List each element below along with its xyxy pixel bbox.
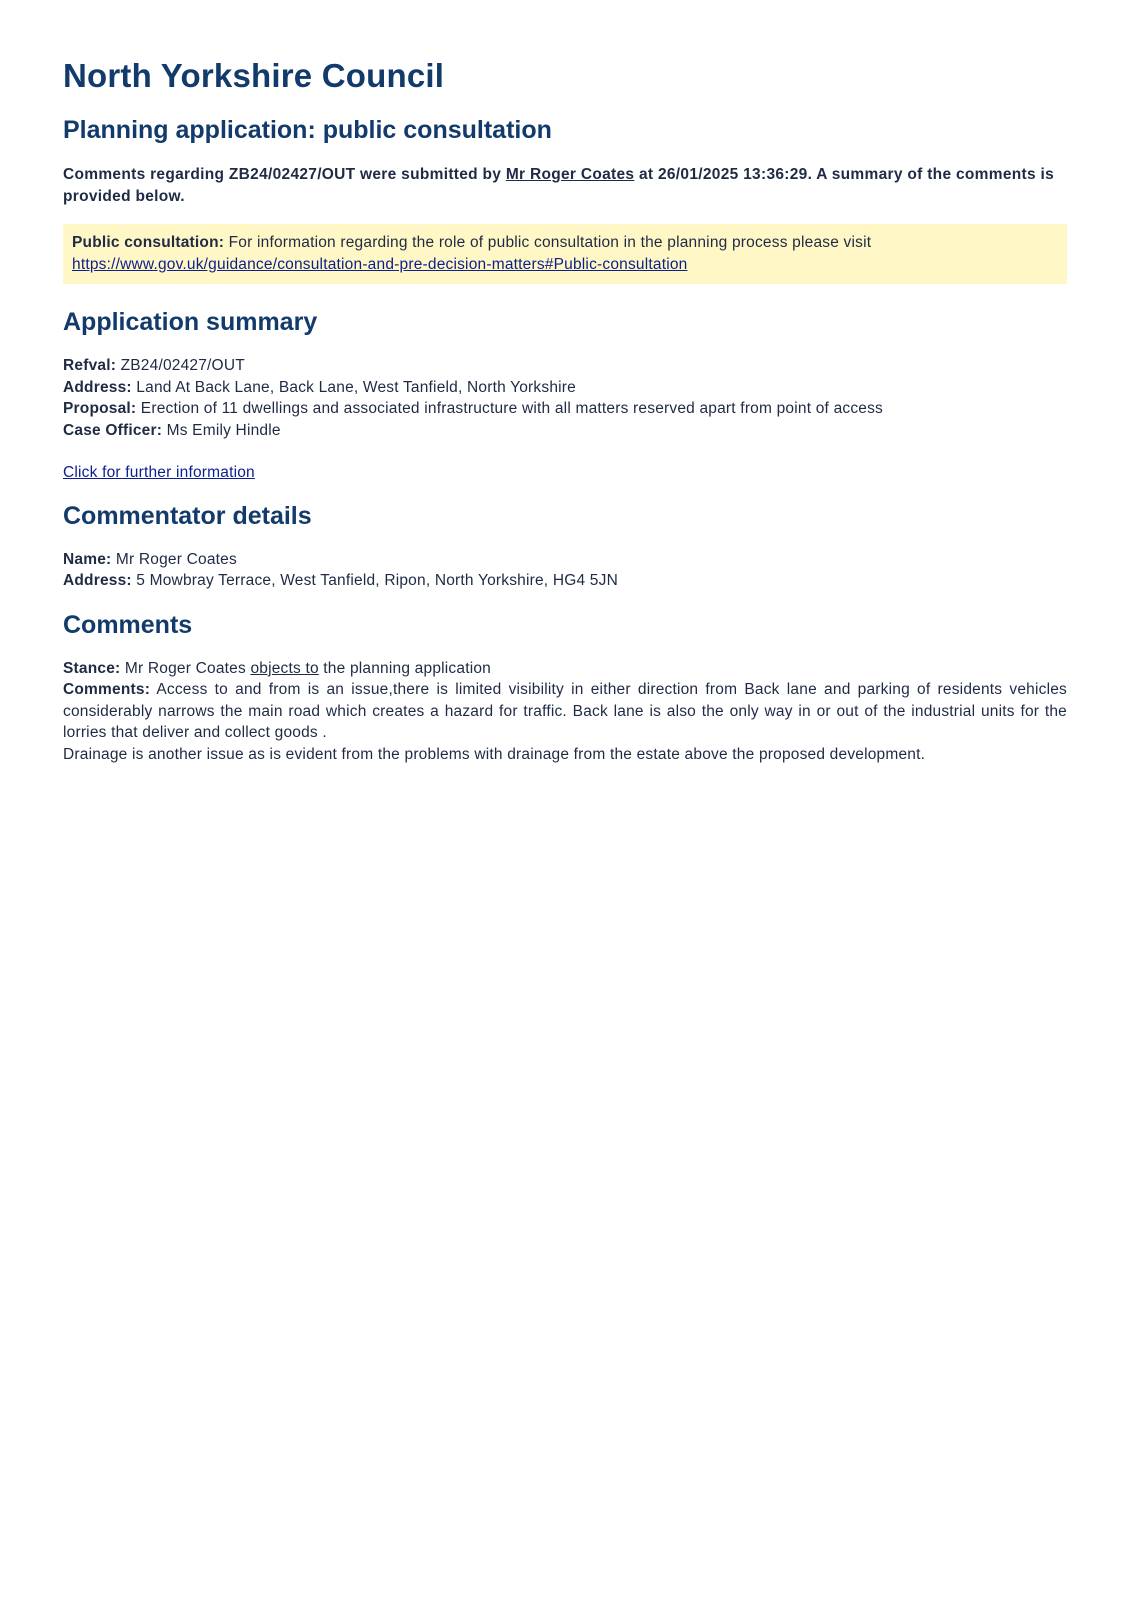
stance-prefix: Mr Roger Coates	[120, 659, 251, 677]
intro-summary	[63, 164, 1067, 207]
address-row	[63, 377, 1067, 399]
comments-row	[63, 679, 1067, 744]
council-title: North Yorkshire Council	[63, 57, 445, 94]
comments-heading: Comments	[63, 610, 193, 639]
commentator-address-label: Address:	[63, 572, 132, 589]
stance-label: Stance:	[63, 659, 121, 677]
intro-prefix: Comments regarding ZB24/02427/OUT were submitted by	[63, 166, 506, 183]
case-officer-row	[63, 420, 1067, 442]
public-consultation-notice	[63, 224, 1067, 284]
further-information-link[interactable]: Click for further information	[63, 464, 255, 481]
page-subtitle: Planning application: public consultation	[63, 116, 552, 144]
commentator-address-value: 5 Mowbray Terrace, West Tanfield, Ripon, North Yorkshire, HG4 5JN	[131, 572, 618, 589]
address-label: Address:	[63, 378, 132, 396]
application-summary-heading: Application summary	[63, 308, 318, 336]
stance-row	[63, 658, 1067, 680]
refval-row	[63, 355, 1067, 377]
name-row	[63, 549, 1067, 571]
comments-text-2: Drainage is another issue as is evident from the problems with drainage from the estate above the proposed development.	[63, 745, 926, 763]
stance-value: objects to	[250, 659, 319, 677]
comments-label: Comments:	[63, 681, 151, 698]
proposal-row	[63, 398, 1067, 420]
name-label: Name:	[63, 550, 112, 568]
stance-suffix: the planning application	[318, 659, 491, 677]
commentator-link[interactable]: Mr Roger Coates	[505, 166, 635, 183]
proposal-label: Proposal:	[63, 400, 137, 417]
comments-section	[63, 658, 1067, 766]
notice-label: Public consultation:	[72, 234, 225, 251]
refval-label: Refval:	[63, 357, 117, 374]
case-officer-label: Case Officer:	[63, 421, 163, 439]
case-officer-value: Ms Emily Hindle	[162, 421, 281, 439]
application-summary	[63, 355, 1067, 441]
refval-value: ZB24/02427/OUT	[116, 357, 245, 374]
name-value: Mr Roger Coates	[111, 550, 237, 568]
document-page	[63, 50, 1067, 765]
comments-text: Access to and from is an issue,there is limited visibility in either direction from Back lane and parking of residents vehicles considerably narrows the main road which creates a hazard for traffic. Back lane is also the only way in or out of the industrial units for the lorries that deliver and collect goods .	[63, 681, 1067, 741]
commentator-address-row	[63, 570, 1067, 592]
commentator-details-heading: Commentator details	[63, 501, 312, 530]
commentator-details	[63, 549, 1067, 592]
intro-suffix: at 26/01/2025 13:36:29. A summary of the comments is provided below.	[63, 166, 1055, 205]
notice-text: For information regarding the role of public consultation in the planning process please visit	[224, 234, 872, 251]
proposal-value: Erection of 11 dwellings and associated infrastructure with all matters reserved apart from point of access	[136, 400, 884, 417]
consultation-guidance-link[interactable]: https://www.gov.uk/guidance/consultation-and-pre-decision-matters#Public-consultation	[72, 255, 688, 273]
address-value: Land At Back Lane, Back Lane, West Tanfield, North Yorkshire	[131, 378, 576, 396]
